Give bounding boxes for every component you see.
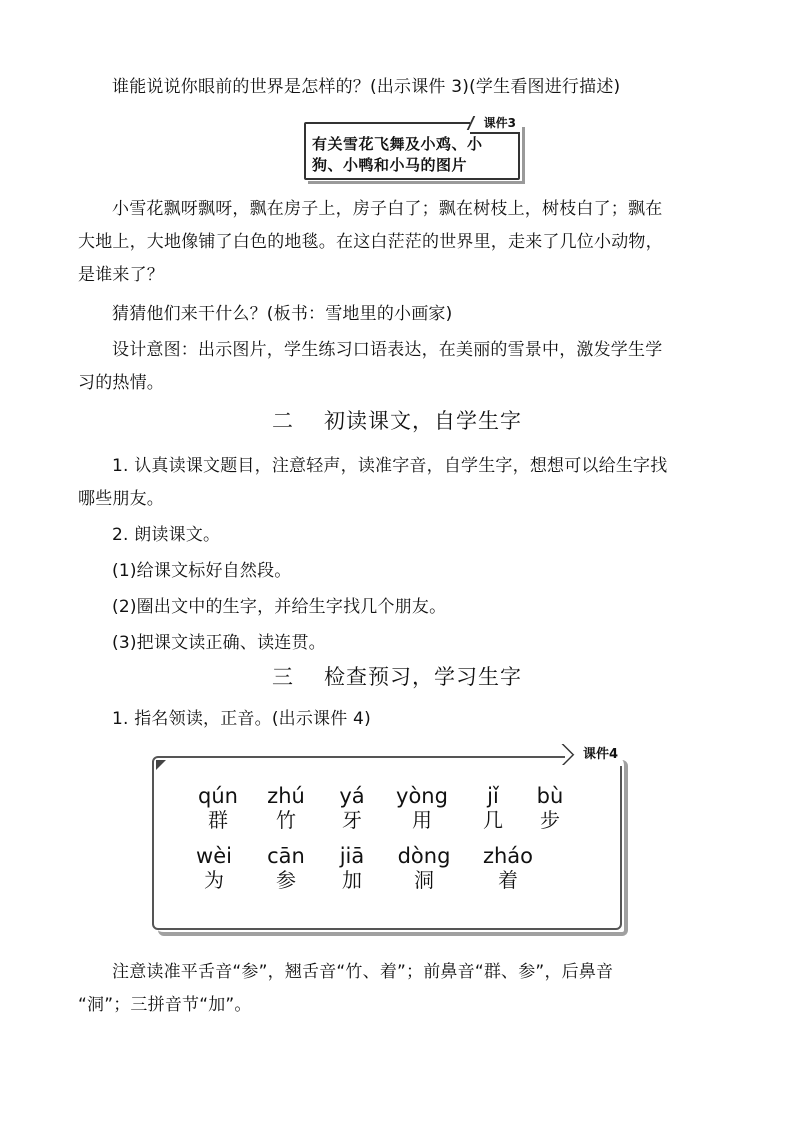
paragraph-line: 1. 认真读课文题目，注意轻声，读准字音，自学生字，想想可以给生字找 (112, 456, 668, 476)
pinyin: dòng (397, 844, 451, 868)
pinyin: cān (267, 844, 305, 868)
section-title: 检查预习，学习生字 (324, 665, 522, 689)
hanzi: 竹 (276, 808, 296, 832)
char-cell (510, 784, 590, 832)
pinyin: zháo (482, 844, 534, 868)
pronunciation-note (78, 956, 718, 1022)
paragraph-line: 2. 朗读课文。 (112, 525, 221, 545)
hanzi: 洞 (414, 868, 434, 892)
char-cell (384, 844, 464, 892)
paragraph-line: 猜猜他们来干什么？(板书：雪地里的小画家) (112, 304, 453, 324)
courseware-3-text (312, 134, 518, 176)
paragraph-line: 1. 指名领读，正音。(出示课件 4) (112, 709, 371, 729)
hanzi: 步 (540, 808, 560, 832)
section2-item-2 (78, 519, 752, 552)
design-intent-paragraph (78, 334, 718, 400)
paragraph-line: 大地上，大地像铺了白色的地毯。在这白茫茫的世界里，走来了几位小动物， (78, 232, 663, 252)
hanzi: 加 (342, 868, 362, 892)
paragraph-line: 习的热情。 (78, 373, 164, 393)
paragraph-line: 小雪花飘呀飘呀，飘在房子上，房子白了；飘在树枝上，树枝白了；飘在 (112, 199, 663, 219)
pinyin: bù (536, 784, 564, 808)
corner-triangle-icon (156, 760, 166, 770)
char-cell (382, 784, 462, 832)
hanzi: 参 (276, 868, 296, 892)
pinyin: yòng (396, 784, 448, 808)
courseware-4-box (152, 744, 628, 936)
courseware-3-tag: 课件3 (470, 114, 520, 134)
paragraph-line: 哪些朋友。 (78, 489, 164, 509)
section2-sub-3 (78, 627, 752, 660)
section3-item-1 (78, 703, 752, 736)
snow-paragraph (78, 193, 718, 292)
pinyin: qún (198, 784, 238, 808)
section-title: 初读课文，自学生字 (324, 409, 522, 433)
courseware-3-line: 有关雪花飞舞及小鸡、小 (312, 135, 483, 153)
section-heading-3 (0, 662, 794, 692)
pinyin: zhú (267, 784, 305, 808)
hanzi: 着 (498, 868, 518, 892)
courseware-3-line: 狗、小鸭和小马的图片 (312, 156, 468, 174)
hanzi: 用 (412, 808, 432, 832)
paragraph-line: “洞”；三拼音节“加”。 (78, 995, 252, 1015)
intro-paragraph (78, 71, 752, 104)
hanzi: 群 (208, 808, 228, 832)
char-cell (312, 784, 392, 832)
courseware-3-box (304, 118, 522, 180)
courseware-4-tag: 课件4 (565, 744, 622, 766)
courseware-4-frame (152, 756, 622, 930)
paragraph-line: (3)把课文读正确、读连贯。 (112, 633, 326, 653)
hanzi: 为 (204, 868, 224, 892)
guess-paragraph (78, 298, 752, 331)
paragraph-line: (1)给课文标好自然段。 (112, 561, 292, 581)
section-number: 三 (272, 665, 294, 689)
char-cell (174, 844, 254, 892)
section2-sub-2 (78, 591, 752, 624)
hanzi: 几 (483, 808, 503, 832)
section2-item-1 (78, 450, 718, 516)
paragraph-line: 是谁来了？ (78, 265, 164, 285)
paragraph-line: 注意读准平舌音“参”，翘舌音“竹、着”；前鼻音“群、参”，后鼻音 (112, 962, 614, 982)
pinyin: jiā (339, 844, 365, 868)
pinyin: wèi (196, 844, 232, 868)
section-heading-2 (0, 406, 794, 436)
intro-line: 谁能说说你眼前的世界是怎样的？(出示课件 3)(学生看图进行描述) (112, 77, 621, 97)
pinyin: jǐ (487, 784, 499, 808)
section2-sub-1 (78, 555, 752, 588)
paragraph-line: 设计意图：出示图片，学生练习口语表达，在美丽的雪景中，激发学生学 (112, 340, 663, 360)
hanzi: 牙 (342, 808, 362, 832)
char-cell (468, 844, 548, 892)
char-cell (312, 844, 392, 892)
pinyin: yá (339, 784, 365, 808)
paragraph-line: (2)圈出文中的生字，并给生字找几个朋友。 (112, 597, 447, 617)
section-number: 二 (272, 409, 294, 433)
